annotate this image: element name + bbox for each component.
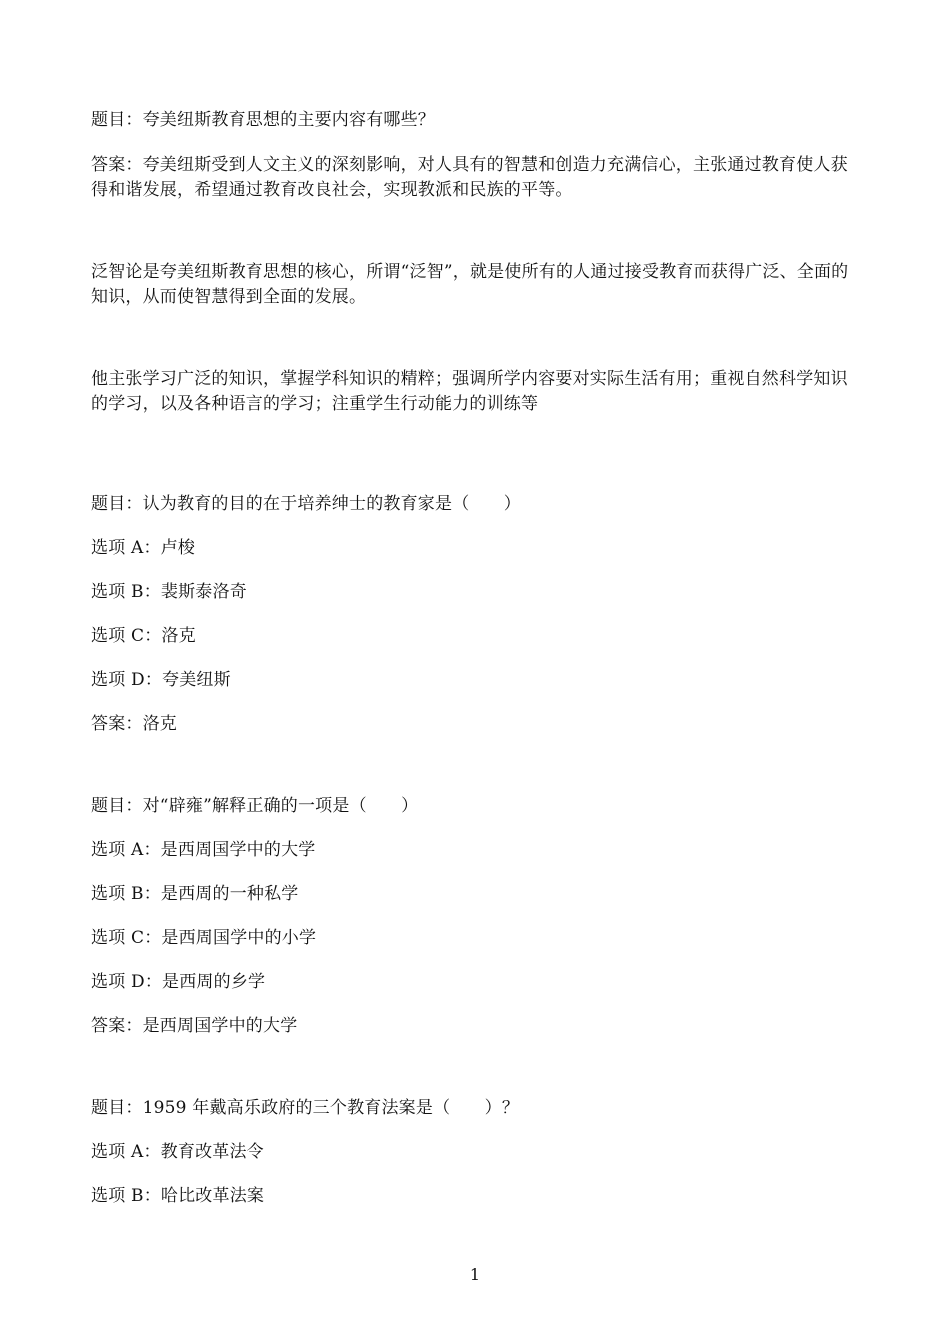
- q2-option-c: 选项 C：洛克: [91, 626, 196, 646]
- q3-question: 题目：对“辟雍”解释正确的一项是（ ）: [91, 796, 419, 816]
- q3-option-c: 选项 C：是西周国学中的小学: [91, 928, 317, 948]
- q2-option-d: 选项 D：夸美纽斯: [91, 670, 231, 690]
- q4-option-a: 选项 A：教育改革法令: [91, 1142, 264, 1162]
- q2-answer: 答案：洛克: [91, 714, 177, 734]
- page-number: 1: [469, 1265, 481, 1284]
- q3-option-d: 选项 D：是西周的乡学: [91, 972, 266, 992]
- q3-answer: 答案：是西周国学中的大学: [91, 1016, 298, 1036]
- q2-question: 题目：认为教育的目的在于培养绅士的教育家是（ ）: [91, 494, 521, 514]
- q1-answer-paragraph-2: 泛智论是夸美纽斯教育思想的核心，所谓“泛智”，就是使所有的人通过接受教育而获得广泛、全面的知识，从而使智慧得到全面的发展。: [91, 262, 849, 307]
- q3-option-b: 选项 B：是西周的一种私学: [91, 884, 299, 904]
- q1-answer-paragraph-3: 他主张学习广泛的知识，掌握学科知识的精粹；强调所学内容要对实际生活有用；重视自然科学知识的学习，以及各种语言的学习；注重学生行动能力的训练等: [91, 369, 848, 414]
- q3-option-a: 选项 A：是西周国学中的大学: [91, 840, 316, 860]
- q4-option-b: 选项 B：哈比改革法案: [91, 1186, 265, 1206]
- q1-answer-paragraph-1: 答案：夸美纽斯受到人文主义的深刻影响，对人具有的智慧和创造力充满信心，主张通过教育使人获得和谐发展，希望通过教育改良社会，实现教派和民族的平等。: [91, 155, 848, 200]
- q2-option-b: 选项 B：裴斯泰洛奇: [91, 582, 247, 602]
- q1-question: 题目：夸美纽斯教育思想的主要内容有哪些？: [91, 110, 435, 130]
- q4-question: 题目：1959 年戴高乐政府的三个教育法案是（ ）？: [91, 1098, 520, 1118]
- q2-option-a: 选项 A：卢梭: [91, 538, 196, 558]
